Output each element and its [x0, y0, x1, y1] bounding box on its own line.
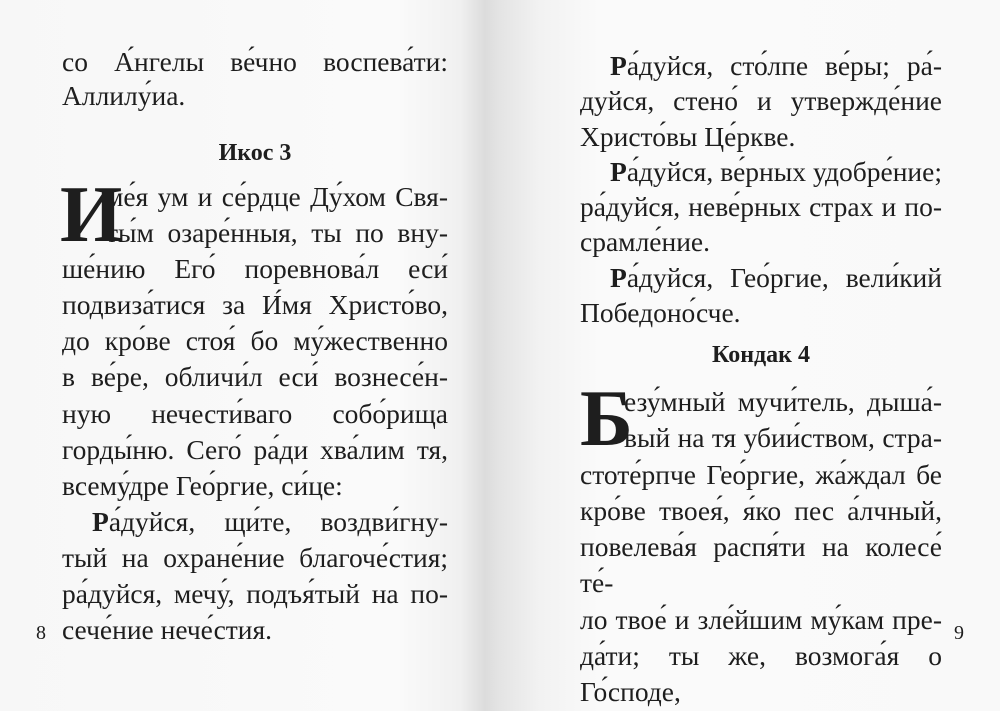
- line-text: до кро́ве стоя́ бо му́жественно: [62, 325, 448, 357]
- line-text: ты́м озаре́нныя, ты по вну-: [106, 217, 448, 249]
- text-line: [580, 457, 942, 493]
- text-line: [62, 179, 448, 215]
- bold-initial: Р: [610, 155, 627, 187]
- bold-initial: Р: [610, 261, 627, 293]
- page-number: 9: [954, 622, 964, 644]
- text-line: [580, 189, 942, 224]
- text-line: [62, 468, 448, 504]
- text-line: [580, 83, 942, 118]
- line-text: срамле́ние.: [580, 226, 711, 258]
- right-page: [510, 0, 1000, 708]
- text-block: [62, 45, 448, 113]
- line-text: сече́ние нече́стия.: [62, 614, 273, 646]
- text-line: [62, 79, 448, 113]
- line-text: в ве́ре, обличи́л еси́ вознесе́н-: [62, 361, 448, 393]
- drop-cap: Б: [580, 388, 633, 450]
- line-text: всему́дре Гео́ргие, си́це:: [62, 469, 343, 501]
- text-line: [580, 154, 942, 189]
- text-line: [580, 224, 942, 259]
- line-text: а́дуйся, Гео́ргие, вели́кий: [626, 261, 942, 293]
- text-line: [580, 119, 942, 154]
- text-line: [580, 529, 942, 602]
- line-text: а́дуйся, сто́лпе ве́ры; ра́-: [626, 50, 942, 81]
- line-text: горды́ню. Сего́ ра́ди хва́лим тя,: [62, 433, 448, 465]
- left-page: [0, 0, 490, 657]
- text-line: [62, 504, 448, 540]
- line-text: а́дуйся, ве́рных удобре́ние;: [626, 155, 942, 187]
- line-text: ную нечести́ваго собо́рища: [62, 397, 448, 429]
- line-text: Аллилу́иа.: [62, 80, 186, 111]
- text-line: [62, 251, 448, 287]
- bold-initial: Р: [610, 50, 627, 81]
- text-line: [580, 295, 942, 330]
- text-line: [580, 384, 942, 420]
- text-line: [62, 396, 448, 432]
- text-line: [580, 260, 942, 295]
- text-block: [580, 48, 942, 330]
- line-text: повелева́я распя́ти на колесе́ те́-: [580, 531, 942, 599]
- text-line: [62, 432, 448, 468]
- line-text: а́дуйся, щи́те, воздви́гну-: [108, 505, 448, 537]
- text-line: [580, 493, 942, 529]
- text-line: [62, 215, 448, 251]
- bold-initial: Р: [92, 505, 109, 537]
- line-text: ра́дуйся, неве́рных страх и по-: [580, 191, 942, 223]
- text-line: [62, 287, 448, 323]
- line-text: вый на тя убии́ством, стра-: [624, 422, 942, 454]
- section-heading: Кондак 4: [711, 342, 810, 368]
- line-text: кро́ве твоея́, я́ко пес а́лчный,: [580, 494, 942, 526]
- line-text: Победоно́сче.: [580, 297, 741, 329]
- line-text: езу́мный мучи́тель, дыша́-: [624, 386, 942, 417]
- text-line: [580, 48, 942, 83]
- line-text: подвиза́тися за И́мя Христо́во,: [62, 289, 448, 321]
- line-text: ло твое́ и зле́йшим му́кам пре-: [580, 603, 942, 635]
- line-text: стоте́рпче Гео́ргие, жа́ждал бе: [580, 458, 942, 490]
- text-block: [580, 384, 942, 711]
- line-text: ра́дуйся, мечу́, подъя́тый на по-: [62, 578, 448, 610]
- text-line: [580, 638, 942, 711]
- text-line: [62, 323, 448, 359]
- line-text: ше́нию Его́ поревнова́л еси́: [62, 253, 448, 285]
- drop-cap: И: [60, 184, 123, 246]
- line-text: Христо́вы Це́ркве.: [580, 120, 796, 152]
- text-line: [62, 576, 448, 612]
- line-text: ме́я ум и се́рдце Ду́хом Свя-: [106, 181, 448, 212]
- section-heading: Икос 3: [218, 140, 292, 166]
- line-text: тый на охране́ние благоче́стия;: [62, 541, 448, 573]
- text-line: [580, 420, 942, 456]
- page-number: 8: [36, 622, 46, 644]
- text-line: [62, 359, 448, 395]
- text-block: [62, 179, 448, 648]
- line-text: со А́нгелы ве́чно воспева́ти:: [62, 46, 448, 77]
- text-line: [62, 612, 448, 648]
- text-line: [62, 45, 448, 79]
- text-line: [62, 540, 448, 576]
- line-text: дуйся, стено́ и утвержде́ние: [580, 85, 942, 117]
- line-text: да́ти; ты же, возмога́я о Го́споде,: [580, 640, 942, 708]
- text-line: [580, 602, 942, 638]
